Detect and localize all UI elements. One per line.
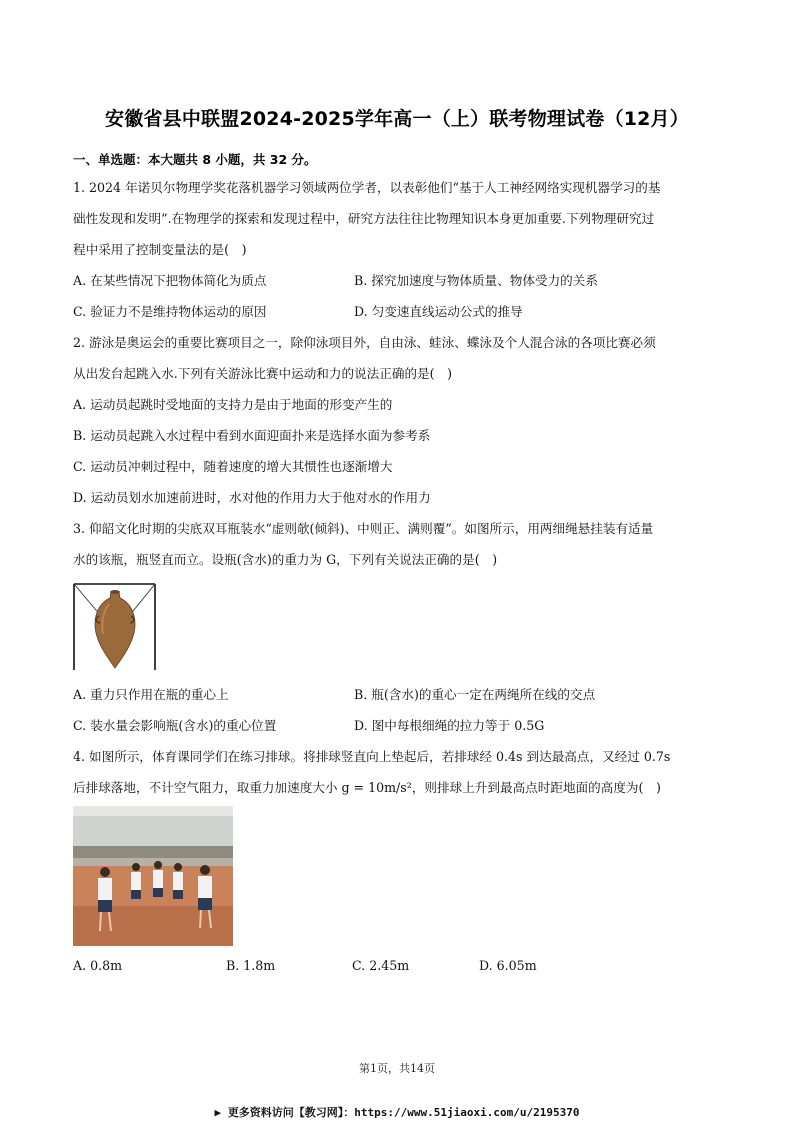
q4-option-d: D. 6.05m bbox=[479, 958, 537, 973]
page-title: 安徽省县中联盟2024-2025学年高一（上）联考物理试卷（12月） bbox=[105, 108, 689, 130]
q1-line-3: 程中采用了控制变量法的是( ) bbox=[73, 242, 247, 257]
resource-link[interactable]: ▶ 更多资料访问【教习网】：https://www.51jiaoxi.com/u/2195370 bbox=[214, 1106, 580, 1119]
q1-option-d: D. 匀变速直线运动公式的推导 bbox=[354, 304, 523, 319]
q3-line-2: 水的该瓶，瓶竖直而立。设瓶(含水)的重力为 G，下列有关说法正确的是( ) bbox=[73, 552, 498, 567]
q2-line-1: 2. 游泳是奥运会的重要比赛项目之一，除仰泳项目外，自由泳、蛙泳、蝶泳及个人混合泳的各项比赛必须 bbox=[73, 335, 656, 350]
q1-option-a: A. 在某些情况下把物体简化为质点 bbox=[73, 273, 267, 288]
q4-option-b: B. 1.8m bbox=[226, 958, 276, 973]
q3-line-1: 3. 仰韶文化时期的尖底双耳瓶装水“虚则欹(倾斜)、中则正、满则覆”。如图所示，用两细绳悬挂装有适量 bbox=[73, 521, 654, 536]
q4-option-c: C. 2.45m bbox=[352, 958, 410, 973]
page-number: 第1页，共14页 bbox=[359, 1062, 435, 1075]
q3-option-c: C. 装水量会影响瓶(含水)的重心位置 bbox=[73, 718, 277, 733]
q2-option-c: C. 运动员冲刺过程中，随着速度的增大其惯性也逐渐增大 bbox=[73, 459, 393, 474]
vase-figure bbox=[73, 582, 157, 672]
volleyball-photo bbox=[73, 806, 233, 946]
q3-option-b: B. 瓶(含水)的重心一定在两绳所在线的交点 bbox=[354, 687, 596, 702]
section-heading: 一、单选题：本大题共 8 小题，共 32 分。 bbox=[73, 152, 317, 167]
q3-option-a: A. 重力只作用在瓶的重心上 bbox=[73, 687, 229, 702]
q2-option-d: D. 运动员划水加速前进时，水对他的作用力大于他对水的作用力 bbox=[73, 490, 431, 505]
q1-line-2: 础性发现和发明”.在物理学的探索和发现过程中，研究方法往往比物理知识本身更加重要.下列物理研究过 bbox=[73, 211, 655, 226]
q4-line-1: 4. 如图所示，体育课同学们在练习排球。将排球竖直向上垫起后，若排球经 0.4s 到达最高点，又经过 0.7s bbox=[73, 749, 671, 764]
q1-option-c: C. 验证力不是维持物体运动的原因 bbox=[73, 304, 267, 319]
q2-line-2: 从出发台起跳入水.下列有关游泳比赛中运动和力的说法正确的是( ) bbox=[73, 366, 453, 381]
q2-option-b: B. 运动员起跳入水过程中看到水面迎面扑来是选择水面为参考系 bbox=[73, 428, 431, 443]
q3-option-d: D. 图中每根细绳的拉力等于 0.5G bbox=[354, 718, 545, 733]
q2-option-a: A. 运动员起跳时受地面的支持力是由于地面的形变产生的 bbox=[73, 397, 393, 412]
q4-line-2: 后排球落地，不计空气阻力，取重力加速度大小 g = 10m/s²，则排球上升到最高点时距地面的高度为( ) bbox=[73, 780, 661, 795]
q1-line-1: 1. 2024 年诺贝尔物理学奖花落机器学习领域两位学者，以表彰他们“基于人工神经网络实现机器学习的基 bbox=[73, 180, 661, 195]
q1-option-b: B. 探究加速度与物体质量、物体受力的关系 bbox=[354, 273, 598, 288]
q4-option-a: A. 0.8m bbox=[73, 958, 123, 973]
